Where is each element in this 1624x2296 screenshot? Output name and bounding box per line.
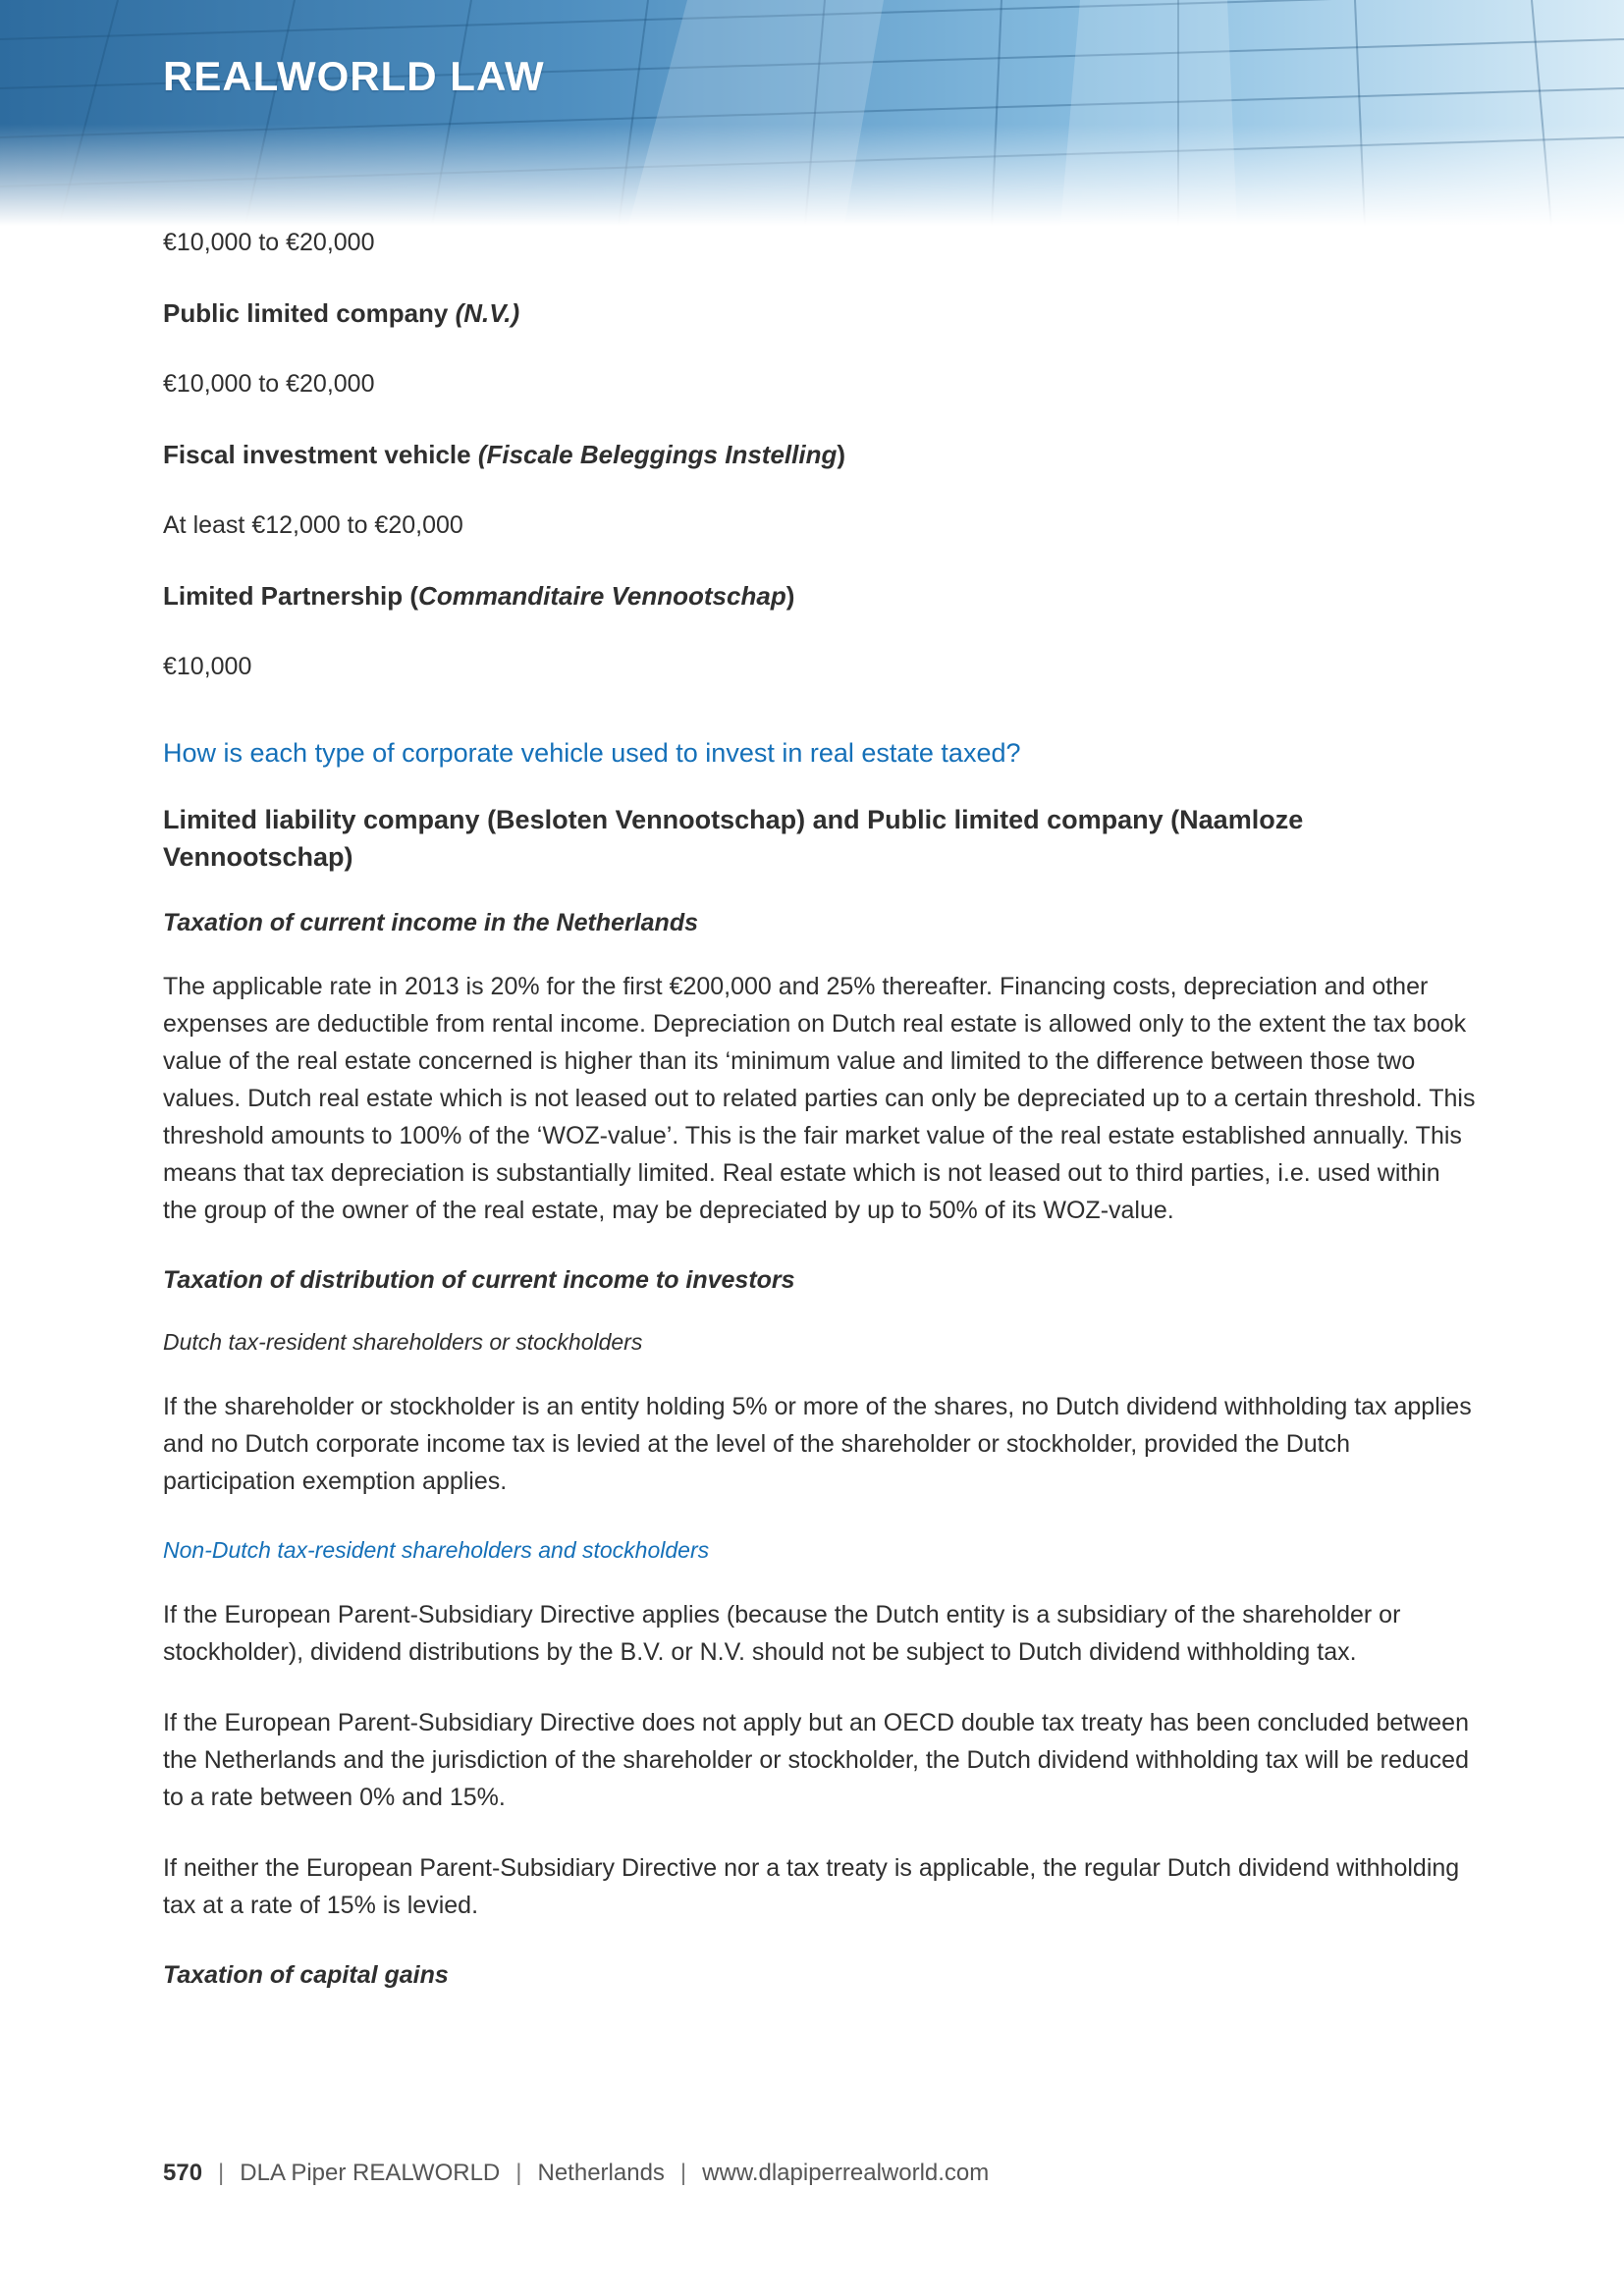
- brand-title: REALWORLD LAW: [163, 53, 545, 99]
- section-heading: Limited liability company (Besloten Vennootschap) and Public limited company (Naamloze Vennootschap): [163, 805, 1304, 872]
- subheading-distribution: Taxation of distribution of current income to investors: [163, 1266, 795, 1294]
- page-footer: [163, 2160, 989, 2187]
- subheading-non-dutch-resident: Non-Dutch tax-resident shareholders and stockholders: [163, 1537, 710, 1563]
- capital-amount: €10,000: [163, 653, 252, 680]
- footer-separator: |: [218, 2160, 225, 2186]
- paragraph-non-dutch-1: If the European Parent-Subsidiary Directive applies (because the Dutch entity is a subsidiary of the shareholder or stockholder), dividend distributions by the B.V. or N.V. should not be subject to Dutch dividend withholding tax.: [163, 1601, 1401, 1666]
- vehicle-label: Fiscal investment vehicle (Fiscale Beleggings Instelling): [163, 440, 846, 469]
- footer-website-link[interactable]: www.dlapiperrealworld.com: [702, 2160, 990, 2186]
- capital-amount: €10,000 to €20,000: [163, 370, 375, 398]
- page-number: 570: [163, 2160, 203, 2186]
- footer-country: Netherlands: [537, 2160, 665, 2186]
- footer-separator: |: [515, 2160, 522, 2186]
- vehicle-label: Public limited company (N.V.): [163, 298, 520, 328]
- subheading-current-income: Taxation of current income in the Netherlands: [163, 909, 698, 936]
- section-question: How is each type of corporate vehicle used to invest in real estate taxed?: [163, 738, 1021, 768]
- building-graphic: [0, 0, 1624, 226]
- subheading-dutch-resident: Dutch tax-resident shareholders or stockholders: [163, 1329, 643, 1355]
- capital-amount: At least €12,000 to €20,000: [163, 511, 463, 539]
- paragraph-current-income: The applicable rate in 2013 is 20% for the first €200,000 and 25% thereafter. Financing costs, depreciation and other expenses are deductible from rental income. Depreciation on Dutch real estate is allowed only to the extent the tax book value of the real estate concerned is higher than its ‘minimum value and limited to the difference between those two values. Dutch real estate which is not leased out to related parties can only be depreciated up to a certain threshold. This threshold amounts to 100% of the ‘WOZ-value’. This is the fair market value of the real estate established annually. This means that tax depreciation is substantially limited. Real estate which is not leased out to third parties, i.e. used within the group of the owner of the real estate, may be depreciated by up to 50% of its WOZ-value.: [163, 973, 1476, 1224]
- paragraph-non-dutch-3: If neither the European Parent-Subsidiary Directive nor a tax treaty is applicable, the regular Dutch dividend withholding tax at a rate of 15% is levied.: [163, 1854, 1460, 1919]
- header-banner: [0, 0, 1624, 226]
- vehicle-label: Limited Partnership (Commanditaire Vennootschap): [163, 581, 795, 611]
- paragraph-dutch-resident: If the shareholder or stockholder is an entity holding 5% or more of the shares, no Dutch dividend withholding tax applies and no Dutch corporate income tax is levied at the level of the shareholder or stockholder, provided the Dutch participation exemption applies.: [163, 1393, 1472, 1495]
- subheading-capital-gains: Taxation of capital gains: [163, 1961, 449, 1989]
- page-content: [163, 224, 1479, 2020]
- capital-amount: €10,000 to €20,000: [163, 229, 375, 256]
- footer-separator: |: [679, 2160, 687, 2186]
- footer-publisher: DLA Piper REALWORLD: [240, 2160, 501, 2186]
- paragraph-non-dutch-2: If the European Parent-Subsidiary Directive does not apply but an OECD double tax treaty has been concluded between the Netherlands and the jurisdiction of the shareholder or stockholder, the Dutch dividend withholding tax will be reduced to a rate between 0% and 15%.: [163, 1709, 1469, 1811]
